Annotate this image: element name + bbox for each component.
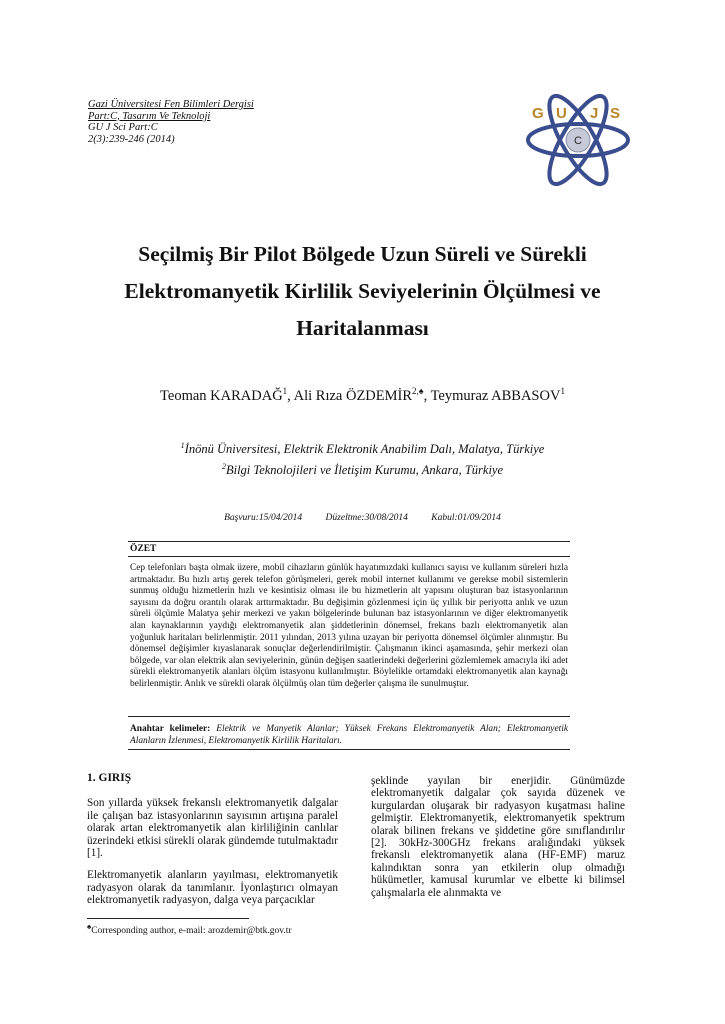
- title-line: Seçilmiş Bir Pilot Bölgede Uzun Süreli ve Sürekli: [138, 242, 587, 266]
- footnote-mark: ♠: [87, 922, 92, 931]
- logo-letter-s: S: [610, 105, 621, 122]
- journal-abbrev: GU J Sci Part:C: [88, 122, 158, 134]
- affiliation-sup: 1: [180, 441, 185, 450]
- submission-dates: [60, 513, 665, 523]
- journal-volume: 2(3):239-246 (2014): [88, 133, 175, 145]
- accepted-date: Kabul:01/09/2014: [431, 513, 501, 523]
- author-separator: ,: [287, 387, 294, 404]
- body-right-column: [371, 775, 625, 909]
- paper-title: [60, 236, 665, 347]
- author-list: [60, 386, 665, 405]
- abstract-heading: ÖZET: [130, 544, 157, 554]
- affiliation-text: Bilgi Teknolojileri ve İletişim Kurumu, Ankara, Türkiye: [225, 463, 504, 478]
- gujs-logo: [522, 90, 634, 190]
- footnote: [87, 922, 292, 936]
- journal-name: Gazi Üniversitesi Fen Bilimleri Dergisi: [88, 99, 254, 110]
- affiliation: [60, 441, 665, 457]
- body-paragraph: Elektromanyetik alanların yayılması, elektromanyetik radyasyon olarak da tanımlanır. İyonlaştırıcı olmayan elektromanyetik radyasyon, dalga veya parçacıklar: [87, 869, 338, 907]
- affiliation-text: İnönü Üniversitesi, Elektrik Elektronik Anabilim Dalı, Malatya, Türkiye: [184, 442, 545, 457]
- title-line: Haritalanması: [296, 316, 429, 340]
- abstract-body: [130, 563, 568, 691]
- author-name: Teymuraz ABBASOV: [430, 387, 561, 404]
- abstract-heading-rule: [128, 556, 570, 557]
- footnote-rule: [87, 918, 249, 919]
- author-sup: 2,♠: [412, 386, 424, 396]
- logo-letter-g: G: [532, 105, 544, 122]
- received-date: Başvuru:15/04/2014: [224, 513, 303, 523]
- abstract-text: Cep telefonları başta olmak üzere, mobil cihazların günlük hayatımızdaki kullanıcı sayısı ve kullanım süreleri hızla artmaktadır. Bu hızlı artış gerek telefon görüşmeleri, gerek mobil internet kullanımı ve gerekse mobil sistemlerin sunmuş olduğu hizmetlerin hızlı ve kesintisiz olması ile bu hizmetlerin alt yapısını oluşturan baz istasyonlarının sayısını da doğru orantılı olarak arttırmaktadır. Bu değişimin gözlenmesi için üç yıllık bir periyotta anlık ve uzun süreli ölçümle Malatya şehir merkezi ve yakın bölgelerinde bulunan baz istasyonlarının ve diğer elektromanyetik alan kaynaklarının yaydığı elektromanyetik alan şiddetlerinin dönemsel, frekans bazlı elektromanyetik alan yoğunluk haritaları belirlenmiştir. 2011 yılından, 2013 yılına uzayan bir periyotta dönemsel ölçümler alınmıştır. Bu dönemsel değişimler kıyaslanarak sonuçlar değerlendirilmiştir. Çalışmanın ikinci aşamasında, şehir merkezi olan bölgede, var olan elektrik alan seviyelerinin, günün değişen saatlerindeki değerlerini gözlemlemek amacıyla iki adet sürekli elektromanyetik alanları ölçüm istasyonu kullanılmıştır. Böylelikle ortamdaki elektromanyetik alan kaynağı belirlenmiştir. Anlık ve sürekli olarak ölçülmüş olan tüm değerler çalışma ile sunulmuştur.: [130, 563, 568, 689]
- revised-date: Düzeltme:30/08/2014: [325, 513, 408, 523]
- author-name: Teoman KARADAĞ: [160, 387, 283, 404]
- body-paragraph: şeklinde yayılan bir enerjidir. Günümüzde elektromanyetik dalgalar çok sayıda düzenek ve kurgulardan oluşarak bir radyasyon kuşatması haline gelmiştir. Elektromanyetik, elektromanyetik spektrum olarak bilinen frekans ve şiddetine göre sınıflandırılır [2]. 30kHz-300GHz frekans aralığındaki yüksek frekanslı elektromanyetik alana (HF-EMF) maruz kalındıktan sonra yan etkilerin olup olmadığı hükümetler, kamusal kurumlar ve elbette ki bilimsel çalışmalarla ele alınmakta ve: [371, 775, 625, 899]
- body-paragraph: Son yıllarda yüksek frekanslı elektromanyetik dalgalar ile çalışan baz istasyonlarının sayısının artışına paralel olarak artan elektromanyetik alan kirliliğinin canlılar üzerindeki etkisi sürekli olarak gündemde tutulmaktadır [1].: [87, 797, 338, 860]
- keywords-top-rule: [128, 716, 570, 717]
- journal-part: Part:C, Tasarım Ve Teknoloji: [88, 110, 211, 122]
- author-sup: 1: [560, 386, 565, 396]
- journal-info: [88, 99, 254, 145]
- body-left-column: [87, 772, 338, 917]
- author-name: Ali Rıza ÖZDEMİR: [293, 387, 413, 404]
- affiliation-sup: 2: [221, 462, 226, 471]
- abstract-top-rule: [128, 541, 570, 542]
- author-sup: 1: [282, 386, 288, 396]
- title-line: Elektromanyetik Kirlilik Seviyelerinin Ölçülmesi ve: [124, 279, 601, 303]
- section-heading: 1. GIRIŞ: [87, 772, 132, 784]
- keywords-text: Elektrik ve Manyetik Alanlar; Yüksek Frekans Elektromanyetik Alan; Elektromanyetik Alanların İzlenmesi, Elektromanyetik Kirlilik Haritaları.: [130, 724, 568, 746]
- affiliation: [60, 462, 665, 478]
- logo-letter-u: U: [556, 105, 567, 122]
- author-separator: ,: [423, 387, 431, 404]
- logo-center-letter: C: [574, 135, 582, 147]
- logo-letter-j: J: [590, 105, 599, 122]
- keywords-bottom-rule: [128, 749, 570, 750]
- keywords-label: Anahtar kelimeler:: [130, 724, 211, 734]
- footnote-text: Corresponding author, e-mail: arozdemir@btk.gov.tr: [91, 926, 292, 937]
- keywords: [130, 724, 568, 748]
